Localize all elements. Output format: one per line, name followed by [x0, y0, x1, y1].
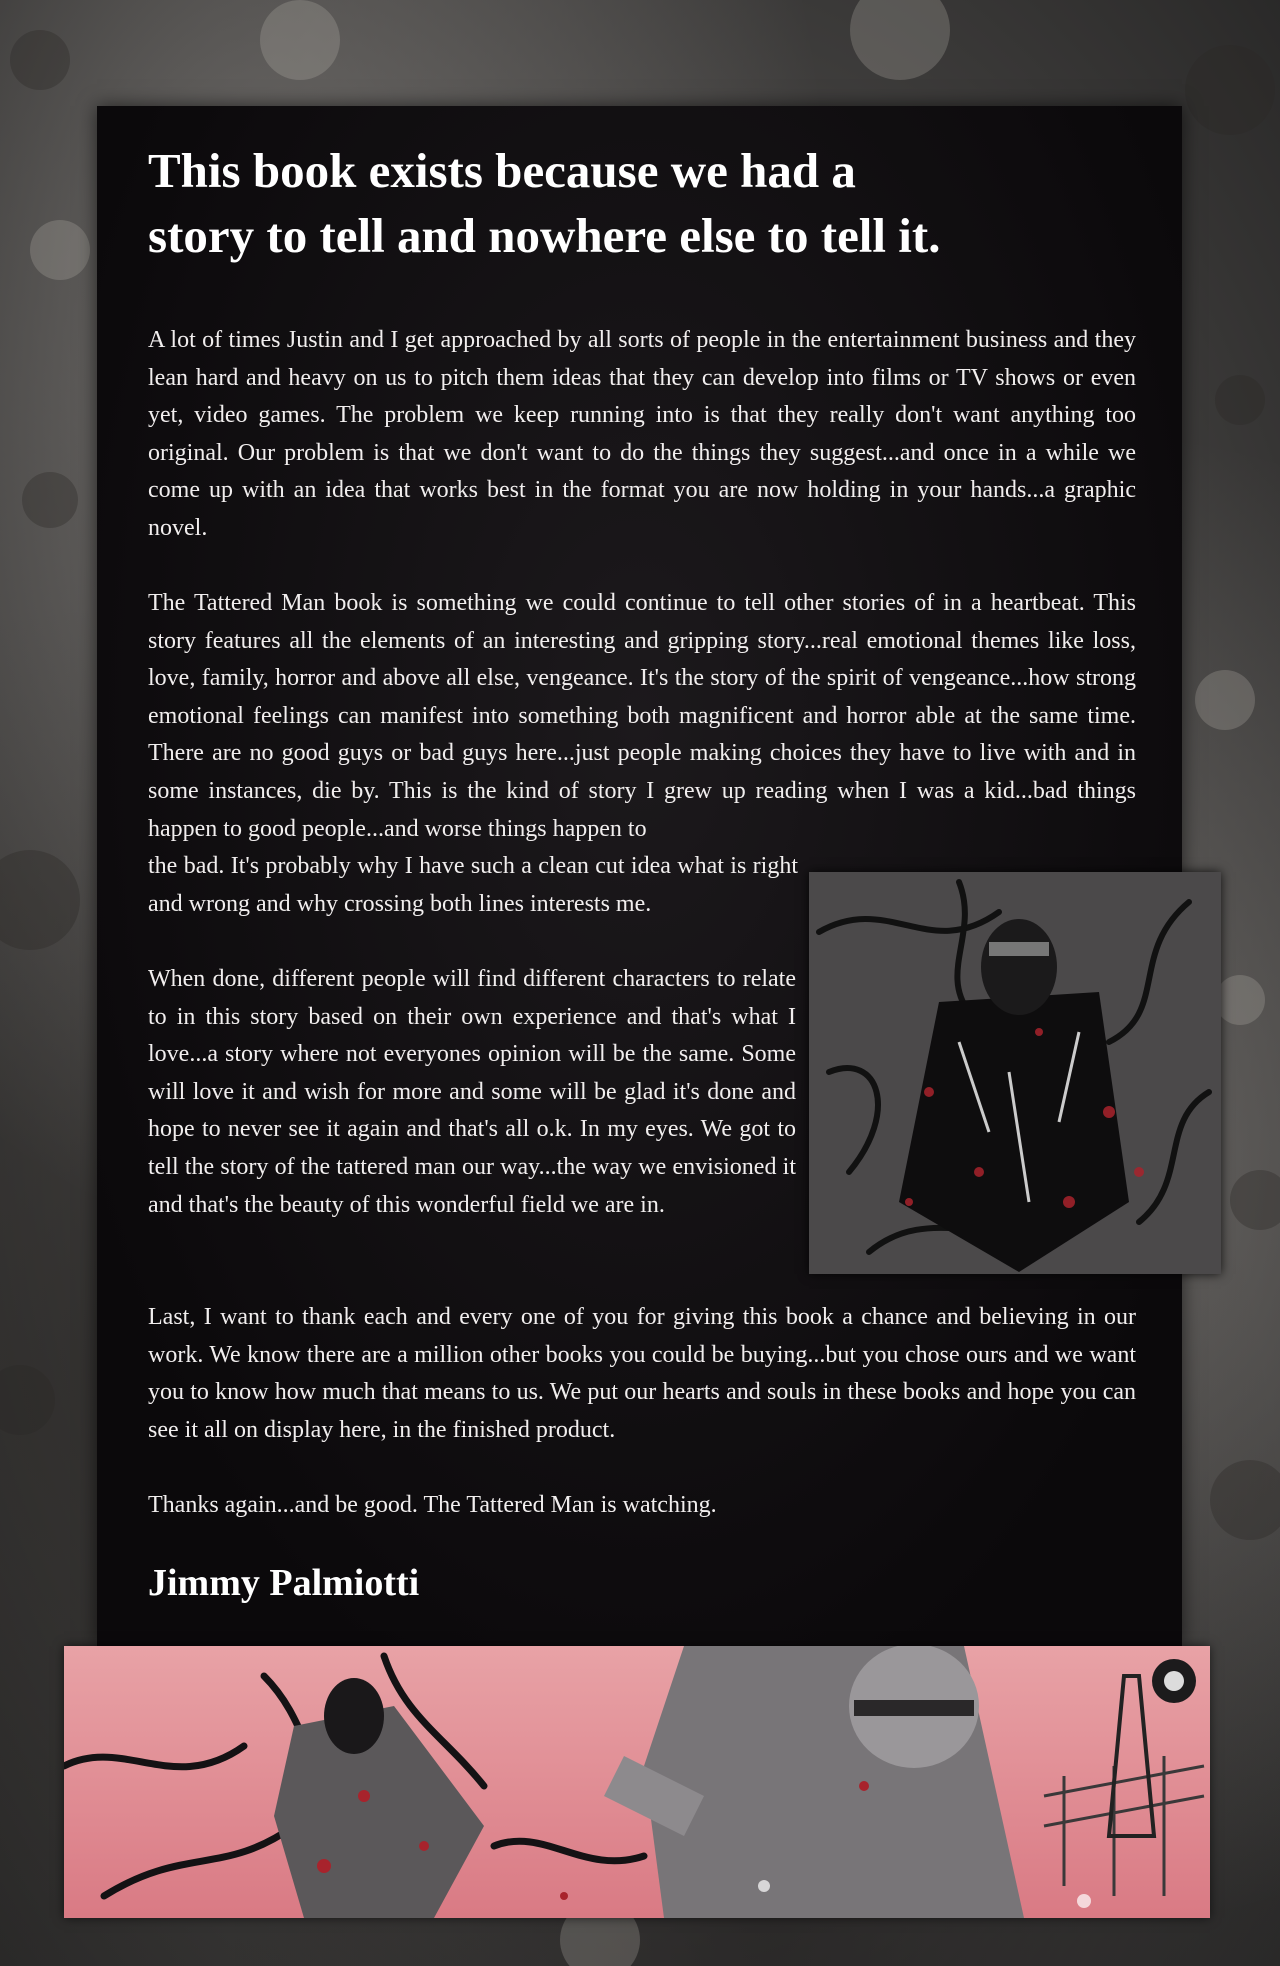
paragraph-4: Last, I want to thank each and every one of you for giving this book a chance and believing in our work. We know there are a million other books you could be buying...but you chose ours and we want you to know how much that means to us. We put our hearts and souls in these books and hope you can see it all on display here, in the finished product. — [148, 1304, 1136, 1443]
headline: This book exists because we had a story to tell and nowhere else to tell it. — [148, 143, 941, 263]
paragraph-3: When done, different people will find different characters to relate to in this story based on their own experience and that's what I love...a story where not everyones opinion will be the same. Some will love it and wish for more and some will be glad it's done and hope to never see it again and that's all o.k. In my eyes. We got to tell the story of the tattered man our way...the way we envisioned it and that's the beauty of this wonderful field we are in. — [148, 966, 796, 1218]
author-signature: Jimmy Palmiotti — [148, 1562, 420, 1604]
bottom-illustration-strip — [64, 1646, 1210, 1918]
paragraph-2-continued: the bad. It's probably why I have such a clean cut idea what is right and wrong and why crossing both lines interests me. — [148, 853, 798, 917]
paragraph-1: A lot of times Justin and I get approached by all sorts of people in the entertainment business and they lean hard and heavy on us to pitch them ideas that they can develop into films or TV shows or even yet, video games. The problem we keep running into is that they really don't want anything too original. Our problem is that we don't want to do the things they suggest...and once in a while we come up with an idea that works best in the format you are now holding in your hands...a graphic novel. — [148, 327, 1136, 541]
paragraph-2: The Tattered Man book is something we could continue to tell other stories of in a heartbeat. This story features all the elements of an interesting and gripping story...real emotional themes like loss, love, family, horror and above all else, vengeance. It's the story of the spirit of vengeance...how strong emotional feelings can manifest into something both magnificent and horror able at the same time. There are no good guys or bad guys here...just people making choices they have to live with and in some instances, die by. This is the kind of story I grew up reading when I was a kid...bad things happen to good people...and worse things happen to — [148, 590, 1136, 842]
inset-illustration — [809, 872, 1221, 1274]
paragraph-5: Thanks again...and be good. The Tattered Man is watching. — [148, 1492, 717, 1518]
